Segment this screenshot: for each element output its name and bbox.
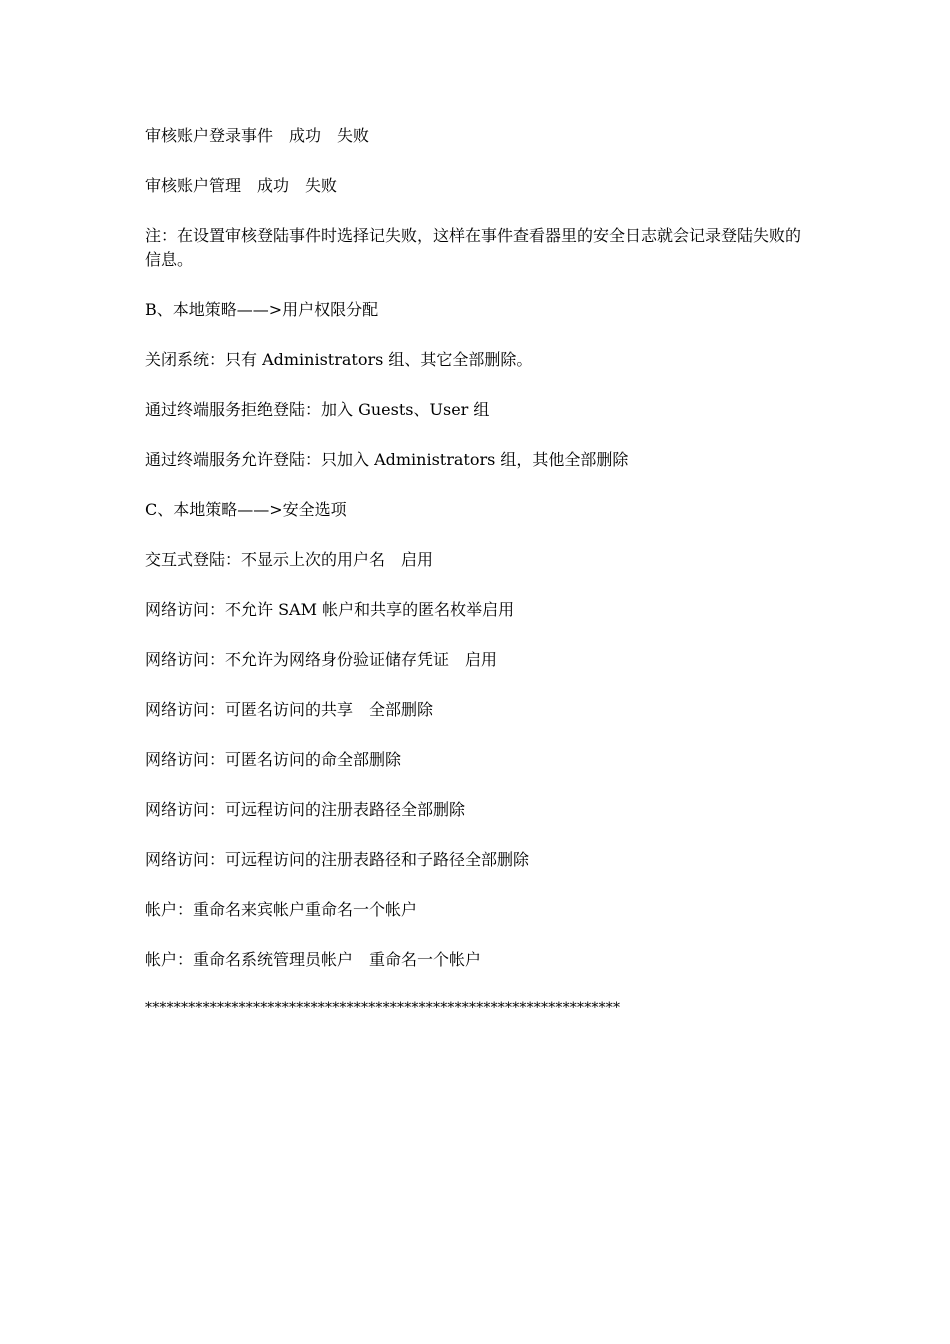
interactive-logon-line: 交互式登陆：不显示上次的用户名 启用: [145, 550, 434, 569]
network-access-sam-line: 网络访问：不允许 SAM 帐户和共享的匿名枚举启用: [145, 600, 515, 619]
network-access-credentials-line: 网络访问：不允许为网络身份验证储存凭证 启用: [145, 650, 498, 669]
network-access-registry-subpaths-line: 网络访问：可远程访问的注册表路径和子路径全部删除: [145, 850, 530, 869]
deny-terminal-logon-line: 通过终端服务拒绝登陆：加入 Guests、User 组: [145, 400, 490, 419]
document-page: [145, 124, 813, 1018]
network-access-shares-line: 网络访问：可匿名访问的共享 全部删除: [145, 700, 434, 719]
section-heading-user-rights: B、本地策略——>用户权限分配: [145, 300, 379, 319]
audit-account-management-line: 审核账户管理 成功 失败: [145, 176, 338, 195]
audit-logon-events-line: 审核账户登录事件 成功 失败: [145, 126, 370, 145]
note-paragraph: 注：在设置审核登陆事件时选择记失败，这样在事件查看器里的安全日志就会记录登陆失败的信息。: [145, 226, 802, 269]
network-access-named-pipes-line: 网络访问：可匿名访问的命全部删除: [145, 750, 402, 769]
shutdown-system-line: 关闭系统：只有 Administrators 组、其它全部删除。: [145, 350, 533, 369]
network-access-registry-paths-line: 网络访问：可远程访问的注册表路径全部删除: [145, 800, 466, 819]
allow-terminal-logon-line: 通过终端服务允许登陆：只加入 Administrators 组，其他全部删除: [145, 450, 629, 469]
asterisk-separator: ******************************************************************: [145, 1000, 621, 1016]
account-rename-guest-line: 帐户：重命名来宾帐户重命名一个帐户: [145, 900, 418, 919]
account-rename-admin-line: 帐户：重命名系统管理员帐户 重命名一个帐户: [145, 950, 482, 969]
section-heading-security-options: C、本地策略——>安全选项: [145, 500, 347, 519]
